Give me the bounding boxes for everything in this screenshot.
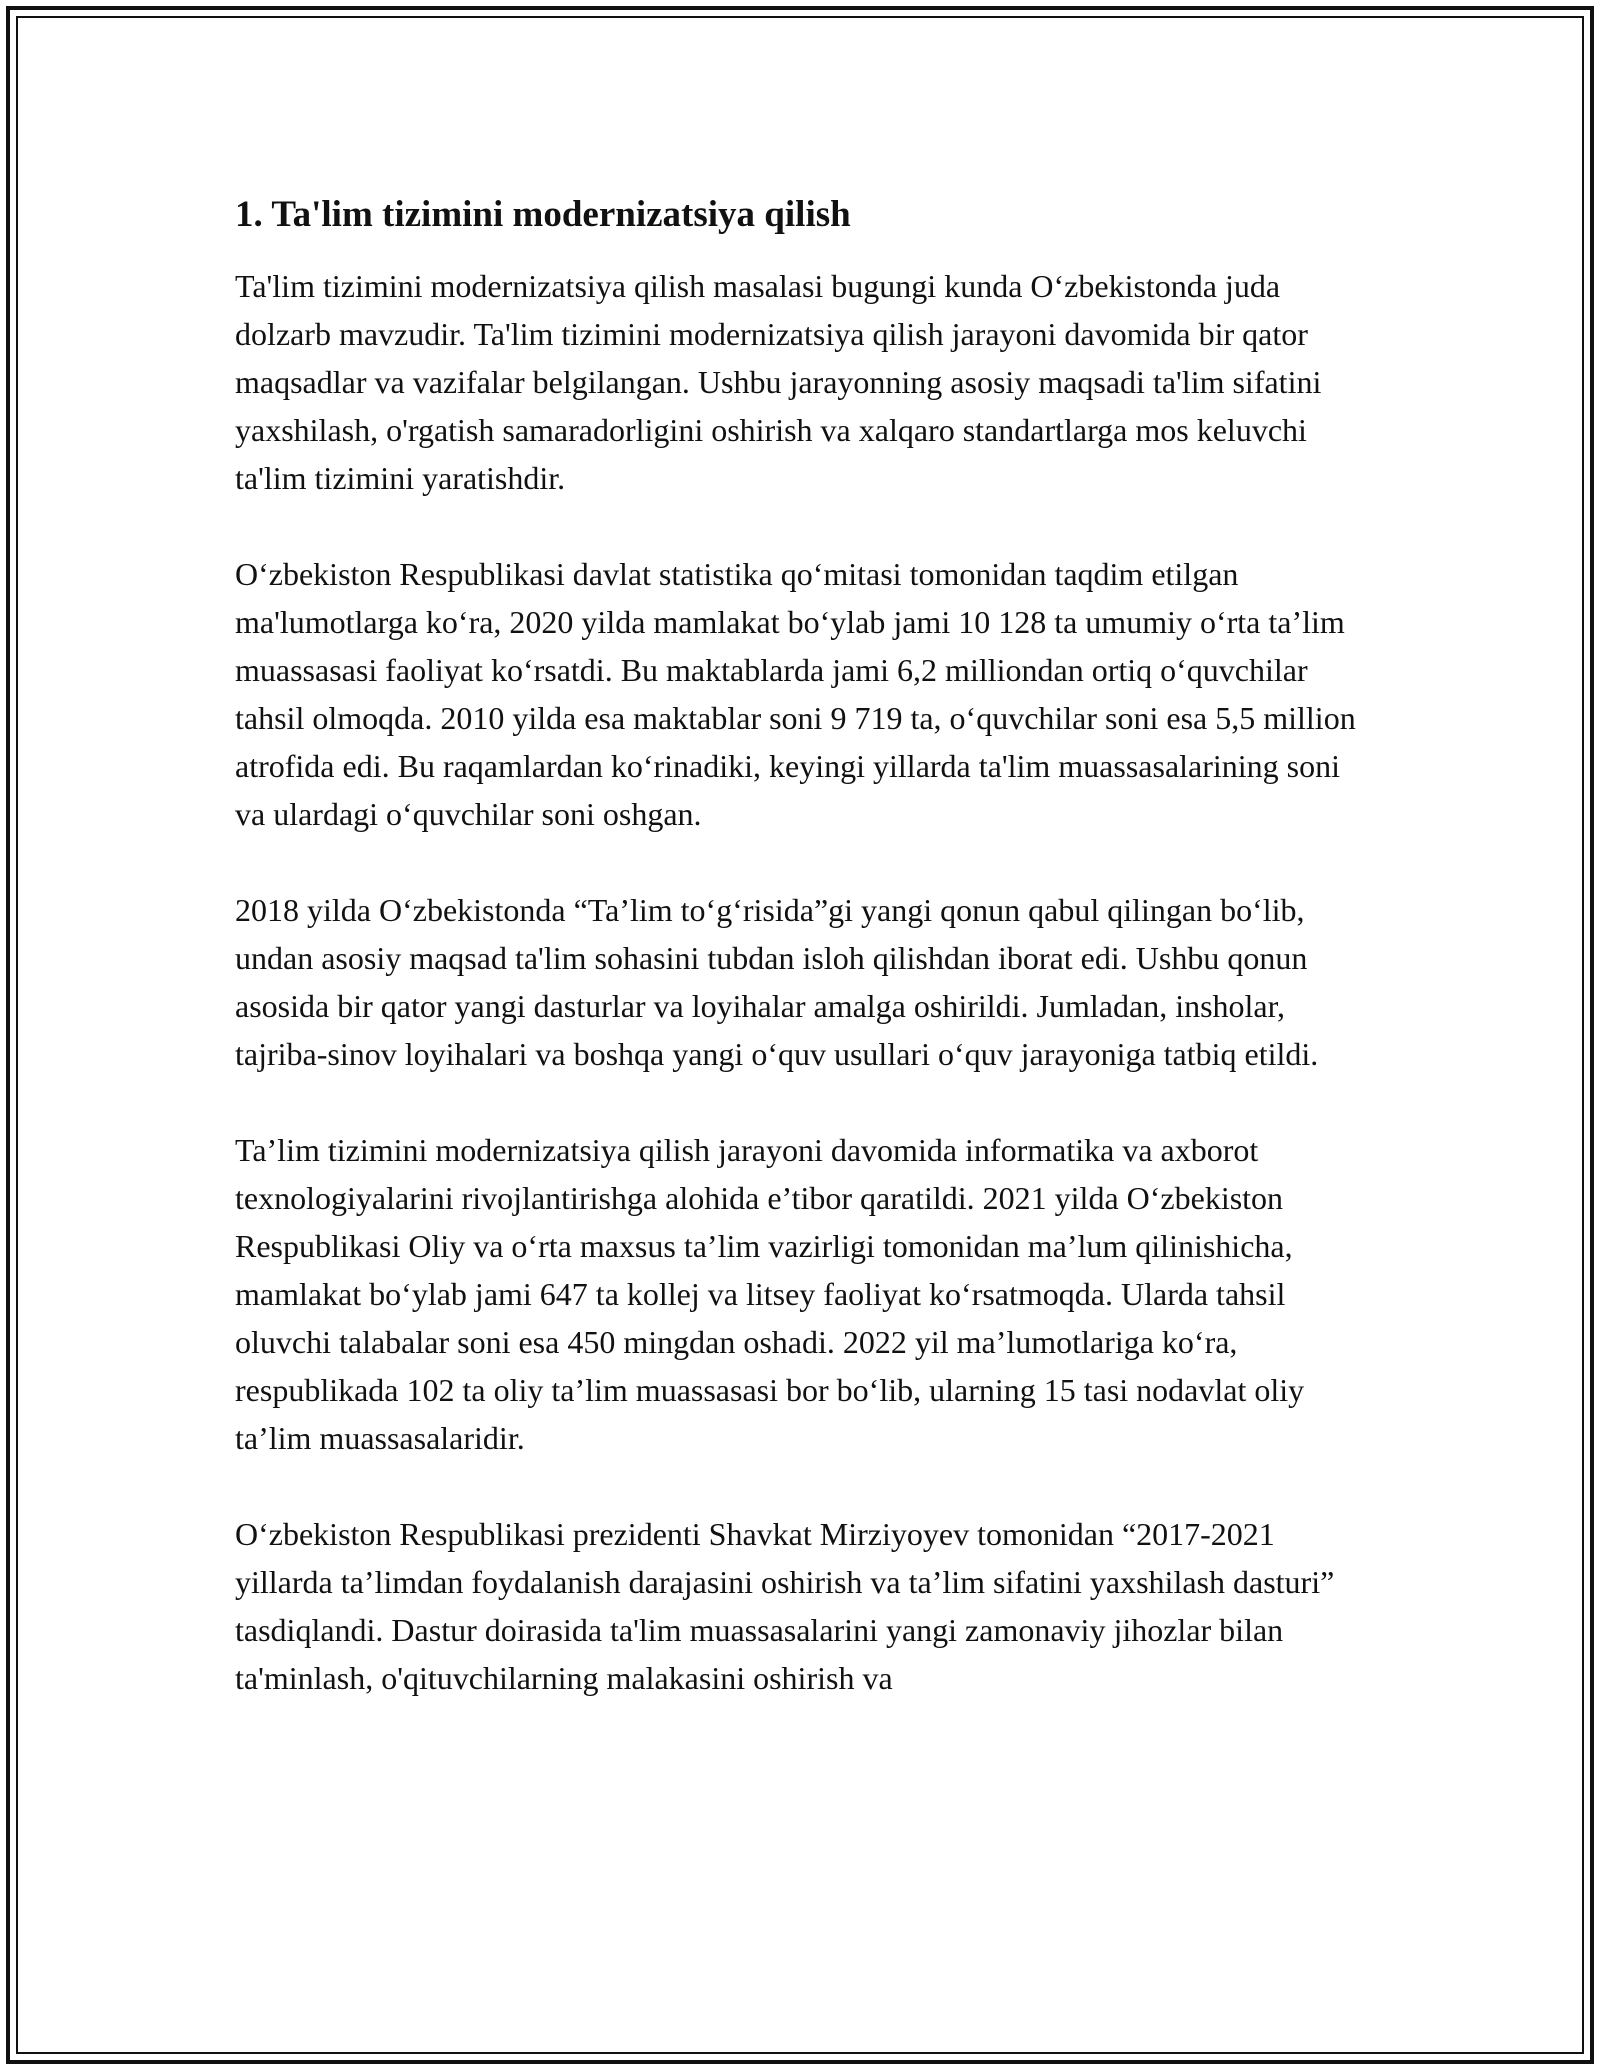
paragraph-school-statistics: O‘zbekiston Respublikasi davlat statistika qo‘mitasi tomonidan taqdim etilgan ma'lumotlarga ko‘ra, 2020 yilda mamlakat bo‘ylab jami 10 128 ta umumiy o‘rta ta’lim muassasasi faoliyat ko‘rsatdi. Bu maktablarda jami 6,2 milliondan ortiq o‘quvchilar tahsil olmoqda. 2010 yilda esa maktablar soni 9 719 ta, o‘quvchilar soni esa 5,5 million atrofida edi. Bu raqamlardan ko‘rinadiki, keyingi yillarda ta'lim muassasalarining soni va ulardagi o‘quvchilar soni oshgan. (235, 556, 1356, 832)
paragraph-informatics-and-institutions: Ta’lim tizimini modernizatsiya qilish jarayoni davomida informatika va axborot texnologiyalarini rivojlantirishga alohida e’tibor qaratildi. 2021 yilda O‘zbekiston Respublikasi Oliy va o‘rta maxsus ta’lim vazirligi tomonidan ma’lum qilinishicha, mamlakat bo‘ylab jami 647 ta kollej va litsey faoliyat ko‘rsatmoqda. Ularda tahsil oluvchi talabalar soni esa 450 mingdan oshadi. 2022 yil ma’lumotlariga ko‘ra, respublikada 102 ta oliy ta’lim muassasasi bor bo‘lib, ularning 15 tasi nodavlat oliy ta’lim muassasalaridir. (235, 1132, 1305, 1456)
paragraph-modernization-intro: Ta'lim tizimini modernizatsiya qilish masalasi bugungi kunda O‘zbekistonda juda dolzarb mavzudir. Ta'lim tizimini modernizatsiya qilish jarayoni davomida bir qator maqsadlar va vazifalar belgilangan. Ushbu jarayonning asosiy maqsadi ta'lim sifatini yaxshilash, o'rgatish samaradorligini oshirish va xalqaro standartlarga mos keluvchi ta'lim tizimini yaratishdir. (235, 268, 1322, 496)
document-content (235, 190, 1375, 1702)
section-heading: 1. Ta'lim tizimini modernizatsiya qilish (235, 194, 851, 235)
paragraph-education-law-2018: 2018 yilda O‘zbekistonda “Ta’lim to‘g‘risida”gi yangi qonun qabul qilingan bo‘lib, undan asosiy maqsad ta'lim sohasini tubdan isloh qilishdan iborat edi. Ushbu qonun asosida bir qator yangi dasturlar va loyihalar amalga oshirildi. Jumladan, insholar, tajriba-sinov loyihalari va boshqa yangi o‘quv usullari o‘quv jarayoniga tatbiq etildi. (235, 892, 1319, 1072)
paragraph-presidential-program: O‘zbekiston Respublikasi prezidenti Shavkat Mirziyoyev tomonidan “2017-2021 yillarda ta’limdan foydalanish darajasini oshirish va ta’lim sifatini yaxshilash dasturi” tasdiqlandi. Dastur doirasida ta'lim muassasalarini yangi zamonaviy jihozlar bilan ta'minlash, o'qituvchilarning malakasini oshirish va (235, 1516, 1335, 1696)
